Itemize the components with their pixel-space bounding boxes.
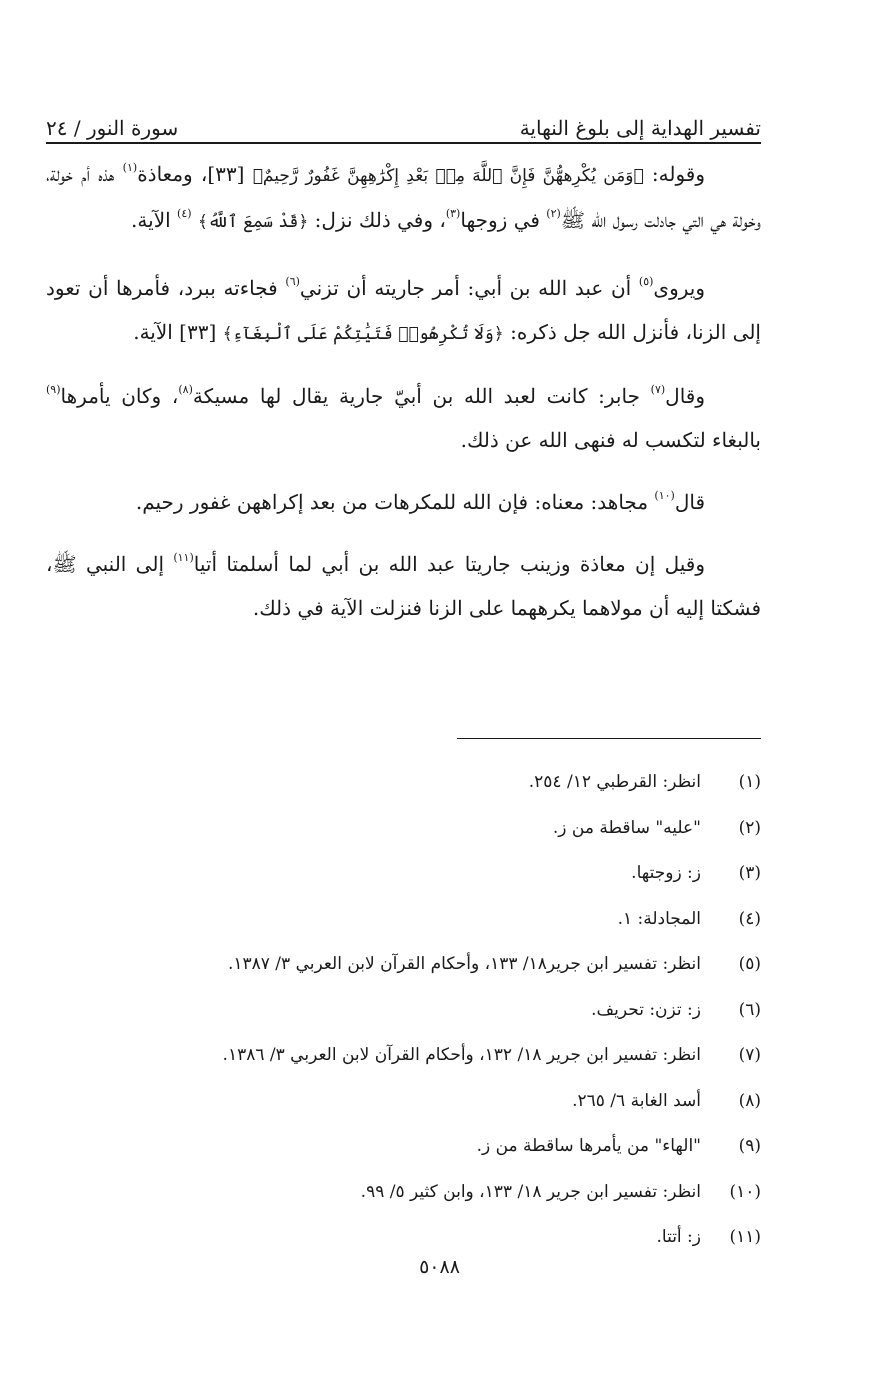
footnote-text: "عليه" ساقطة من ز. (552, 817, 701, 838)
quran-verse: ﴿وَلَا تُكْرِهُوا۟ فَتَيَٰتِكُمْ عَلَى ٱلْبِغَآءِ﴾ (222, 324, 504, 344)
footnote-list (46, 760, 761, 1261)
running-header (46, 96, 761, 140)
text-run: فجاءته ببرد، فأمرها أن تعود إلى الزنا، فأنزل الله جل ذكره: (46, 276, 761, 344)
footnote-text: المجادلة: ١. (617, 908, 701, 929)
text-run: جابر: كانت لعبد الله بن أبيّ جارية يقال لها مسيكة (192, 384, 640, 408)
footnote-item (46, 806, 761, 852)
header-divider (46, 142, 761, 144)
footnote-ref[interactable]: (٦) (285, 275, 300, 289)
footnote-ref[interactable]: (٧) (650, 383, 666, 397)
text-run: [٣٣] الآية. (133, 320, 217, 344)
footnote-text: ز: زوجتها. (631, 863, 701, 883)
text-run: في زوجها (460, 208, 540, 232)
page-number: ٥٠٨٨ (419, 1256, 460, 1278)
footnote-item (46, 851, 761, 897)
footnote-number: (١١) (729, 1227, 761, 1247)
footnote-ref[interactable]: (٩) (46, 383, 61, 397)
footnote-number: (٩) (738, 1136, 761, 1156)
footnote-ref[interactable]: (٢) (546, 207, 561, 221)
text-run: وقال (665, 384, 705, 408)
text-run: وقيل إن معاذة وزينب جاريتا عبد الله بن أبي لما أسلمتا أتيا (193, 552, 705, 576)
footnote-text: انظر: تفسير ابن جرير١٨/ ١٣٣، وأحكام القرآن لابن العربي ٣/ ١٣٨٧. (227, 954, 701, 974)
footnote-ref[interactable]: (١) (122, 161, 138, 175)
text-run: ، وفي ذلك نزل: (314, 208, 446, 232)
footnote-ref[interactable]: (٣) (445, 207, 461, 221)
footnote-ref[interactable]: (١١) (173, 551, 194, 565)
text-run: إلى النبي ﷺ، فشكتا إليه أن مولاهما يكرههما على الزنا فنزلت الآية في ذلك. (46, 552, 761, 620)
quran-verse: ﴿قَدْ سَمِعَ ٱللَّهُ﴾ (197, 212, 309, 232)
text-run: قال (674, 490, 705, 514)
footnote-text: انظر: تفسير ابن جرير ١٨/ ١٣٣، وابن كثير ٥/ ٩٩. (360, 1181, 701, 1202)
footnote-ref[interactable]: (٨) (178, 383, 193, 397)
footnote-number: (٤) (738, 908, 761, 929)
footnote-number: (٢) (738, 817, 761, 838)
footnote-number: (١٠) (729, 1181, 761, 1202)
book-title: تفسير الهداية إلى بلوغ النهاية (519, 116, 761, 140)
text-run: مجاهد: معناه: فإن الله للمكرهات من بعد إكراههن غفور رحيم. (135, 490, 649, 514)
footnote-item (46, 1124, 761, 1170)
footnote-text: أسد الغابة ٦/ ٢٦٥. (572, 1090, 701, 1111)
quran-verse: ﴿وَمَن يُكْرِههُّنَّ فَإِنَّ ٱللَّهَ مِنۢ بَعْدِ إِكْرَٰهِهِنَّ غَفُورٌ رَّحِيمٌ﴾ (252, 166, 644, 186)
footnote-number: (٣) (738, 863, 761, 883)
footnote-item (46, 1215, 761, 1261)
footnote-number: (١) (738, 772, 761, 792)
footnote-number: (٦) (738, 999, 761, 1020)
footnote-divider (457, 738, 761, 739)
footnote-item (46, 1170, 761, 1216)
text-run: أن عبد الله بن أبي: أمر جاريته أن تزني (299, 276, 632, 300)
footnote-text: انظر: القرطبي ١٢/ ٢٥٤. (528, 772, 701, 792)
footnote-item (46, 897, 761, 943)
footnote-text: ز: أتتا. (656, 1227, 701, 1247)
footnote-text: ز: تزن: تحريف. (591, 999, 701, 1020)
text-run: وقوله: (651, 162, 705, 186)
text-run: الآية. (131, 208, 171, 232)
main-text (46, 152, 761, 648)
footnote-ref[interactable]: (١٠) (654, 489, 675, 503)
footnote-item (46, 1079, 761, 1125)
footnote-text: انظر: تفسير ابن جرير ١٨/ ١٣٢، وأحكام القرآن لابن العربي ٣/ ١٣٨٦. (222, 1045, 701, 1065)
text-run: بالبغاء لتكسب له فنهى الله عن ذلك. (460, 428, 761, 452)
footnote-item (46, 942, 761, 988)
surah-label: سورة النور / ٢٤ (46, 116, 179, 140)
footnote-ref[interactable]: (٥) (638, 275, 654, 289)
footnote-item (46, 1033, 761, 1079)
footnote-item (46, 760, 761, 806)
text-run: ويروى (653, 276, 705, 300)
paragraph-2 (46, 266, 761, 356)
footnote-number: (٧) (738, 1045, 761, 1065)
paragraph-1 (46, 152, 761, 244)
footnote-number: (٥) (738, 954, 761, 974)
footnote-number: (٨) (738, 1090, 761, 1111)
footnote-ref[interactable]: (٤) (177, 207, 192, 221)
paragraph-3 (46, 374, 761, 462)
text-run: هذه أم خولة، وخولة هي التي جادلت رسول الله ﷺ (46, 162, 761, 232)
footnote-text: "الهاء" من يأمرها ساقطة من ز. (476, 1136, 701, 1156)
text-run: ، وكان يأمرها (60, 384, 179, 408)
text-run: [٣٣]، ومعاذة (137, 162, 245, 186)
paragraph-4 (46, 480, 761, 524)
footnote-item (46, 988, 761, 1034)
paragraph-5 (46, 542, 761, 630)
